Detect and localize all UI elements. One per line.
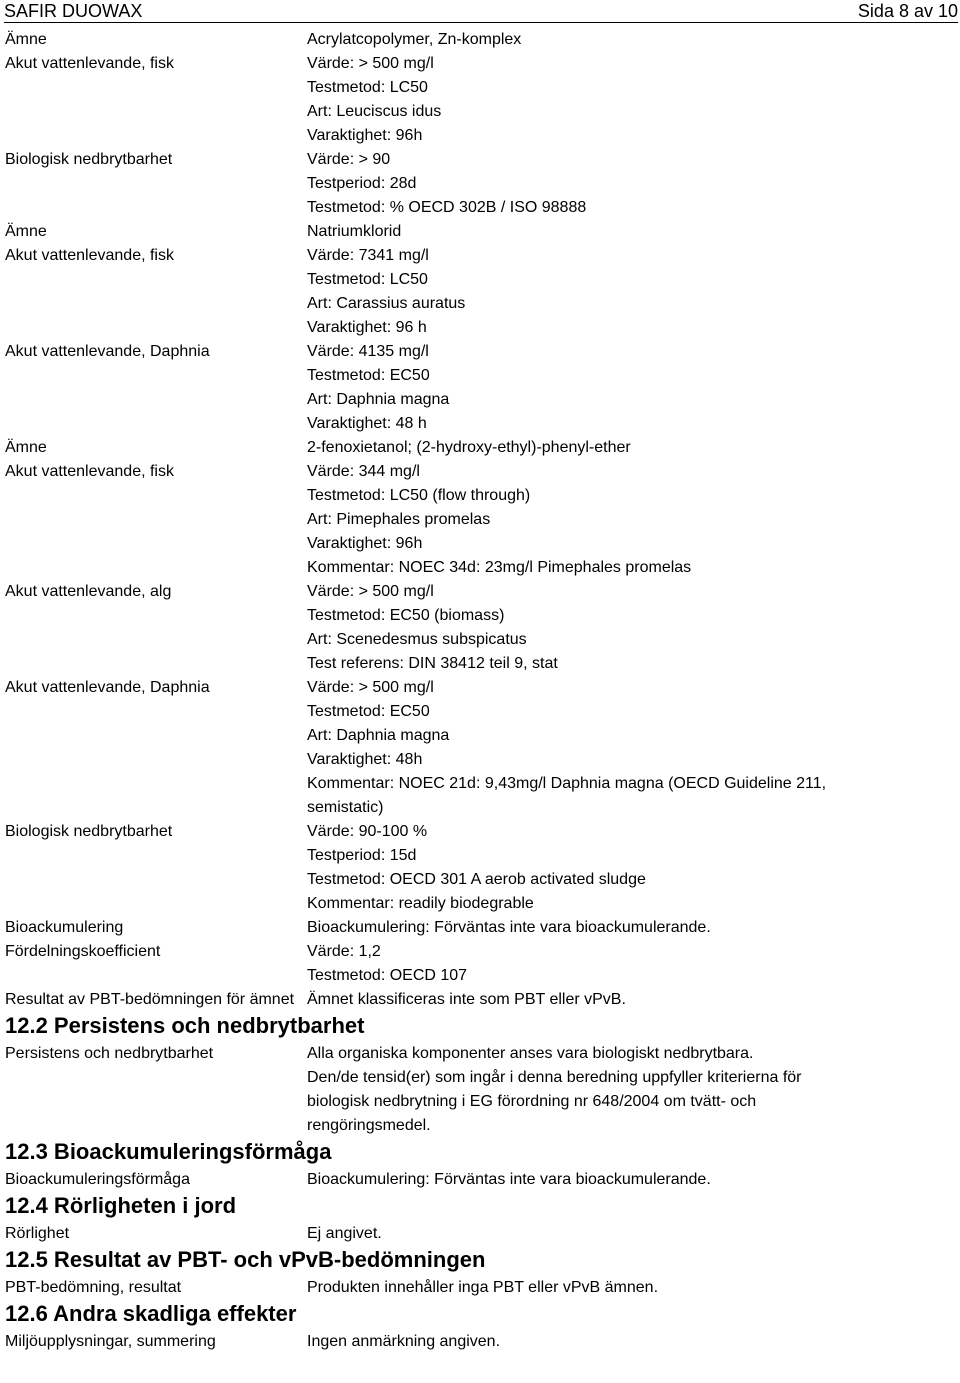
property-label: Fördelningskoefficient: [5, 943, 161, 960]
property-row: [5, 148, 955, 220]
page-header: [4, 0, 958, 23]
property-value: Testperiod: 15d: [307, 847, 417, 864]
property-value: Värde: 7341 mg/l: [307, 247, 429, 264]
property-values: [307, 1276, 955, 1300]
property-values: [307, 1330, 955, 1354]
property-value: Värde: > 500 mg/l: [307, 55, 434, 72]
property-values: [307, 940, 955, 988]
document-body: [5, 28, 955, 1354]
property-value: Art: Carassius auratus: [307, 295, 466, 312]
property-value: Ingen anmärkning angiven.: [307, 1333, 501, 1350]
property-value: semistatic): [307, 799, 384, 816]
property-value: Kommentar: NOEC 34d: 23mg/l Pimephales promelas: [307, 559, 692, 576]
property-label: Rörlighet: [5, 1225, 70, 1242]
property-row: [5, 916, 955, 940]
property-row: [5, 676, 955, 820]
property-label: Ämne: [5, 439, 47, 456]
property-row: [5, 988, 955, 1012]
property-value: Ej angivet.: [307, 1225, 382, 1242]
property-value: Alla organiska komponenter anses vara biologiskt nedbrytbara.: [307, 1045, 754, 1062]
property-values: [307, 580, 955, 676]
property-row: [5, 1042, 955, 1138]
property-value: Bioackumulering: Förväntas inte vara bioackumulerande.: [307, 919, 711, 936]
property-value: Värde: 4135 mg/l: [307, 343, 429, 360]
property-value: Ämnet klassificeras inte som PBT eller vPvB.: [307, 991, 626, 1008]
property-label: Persistens och nedbrytbarhet: [5, 1045, 214, 1062]
property-value: Bioackumulering: Förväntas inte vara bioackumulerande.: [307, 1171, 711, 1188]
property-value: Testmetod: EC50 (biomass): [307, 607, 505, 624]
property-label: Bioackumuleringsförmåga: [5, 1171, 190, 1188]
property-value: Värde: > 500 mg/l: [307, 583, 434, 600]
property-value: Testmetod: EC50: [307, 367, 430, 384]
property-values: [307, 220, 955, 244]
property-value: Värde: 90-100 %: [307, 823, 428, 840]
property-row: [5, 1330, 955, 1354]
property-row: [5, 940, 955, 988]
property-value: Testmetod: % OECD 302B / ISO 98888: [307, 199, 587, 216]
product-name: SAFIR DUOWAX: [4, 1, 143, 21]
property-value: Varaktighet: 96h: [307, 535, 423, 552]
property-row: [5, 340, 955, 436]
property-label: Akut vattenlevande, fisk: [5, 463, 174, 480]
property-values: [307, 1222, 955, 1246]
property-value: Art: Pimephales promelas: [307, 511, 491, 528]
property-value: Varaktighet: 48h: [307, 751, 423, 768]
property-row: [5, 1168, 955, 1192]
property-values: [307, 988, 955, 1012]
property-label: Biologisk nedbrytbarhet: [5, 151, 173, 168]
property-value: Testperiod: 28d: [307, 175, 417, 192]
property-value: Varaktighet: 96 h: [307, 319, 427, 336]
property-value: Värde: 1,2: [307, 943, 381, 960]
property-value: Test referens: DIN 38412 teil 9, stat: [307, 655, 558, 672]
property-row: [5, 1276, 955, 1300]
property-label: Bioackumulering: [5, 919, 124, 936]
property-value: Produkten innehåller inga PBT eller vPvB ämnen.: [307, 1279, 659, 1296]
property-value: Natriumklorid: [307, 223, 402, 240]
property-value: Kommentar: readily biodegrable: [307, 895, 534, 912]
section-heading: 12.6 Andra skadliga effekter: [5, 1301, 297, 1326]
property-value: Testmetod: LC50: [307, 79, 428, 96]
property-label: Akut vattenlevande, Daphnia: [5, 679, 210, 696]
property-value: Värde: > 90: [307, 151, 391, 168]
property-row: [5, 244, 955, 340]
property-value: Varaktighet: 48 h: [307, 415, 427, 432]
property-row: [5, 1222, 955, 1246]
property-value: Art: Leuciscus idus: [307, 103, 442, 120]
property-value: Testmetod: LC50: [307, 271, 428, 288]
property-label: Akut vattenlevande, fisk: [5, 55, 174, 72]
property-row: [5, 220, 955, 244]
property-label: Ämne: [5, 31, 47, 48]
property-label: Ämne: [5, 223, 47, 240]
property-value: Art: Scenedesmus subspicatus: [307, 631, 527, 648]
property-value: Testmetod: OECD 107: [307, 967, 468, 984]
property-row: [5, 580, 955, 676]
section-heading: 12.3 Bioackumuleringsförmåga: [5, 1139, 332, 1164]
property-row: [5, 820, 955, 916]
property-label: Akut vattenlevande, fisk: [5, 247, 174, 264]
property-value: 2-fenoxietanol; (2-hydroxy-ethyl)-phenyl-ether: [307, 439, 631, 456]
property-value: Kommentar: NOEC 21d: 9,43mg/l Daphnia magna (OECD Guideline 211,: [307, 775, 827, 792]
property-row: [5, 460, 955, 580]
property-value: Testmetod: OECD 301 A aerob activated sludge: [307, 871, 646, 888]
property-value: Värde: > 500 mg/l: [307, 679, 434, 696]
property-label: Akut vattenlevande, Daphnia: [5, 343, 210, 360]
property-values: [307, 436, 955, 460]
property-value: rengöringsmedel.: [307, 1117, 431, 1134]
property-label: PBT-bedömning, resultat: [5, 1279, 182, 1296]
property-label: Miljöupplysningar, summering: [5, 1333, 216, 1350]
section-heading: 12.4 Rörligheten i jord: [5, 1193, 237, 1218]
section-heading: 12.5 Resultat av PBT- och vPvB-bedömningen: [5, 1247, 486, 1272]
property-value: Testmetod: EC50: [307, 703, 430, 720]
property-row: [5, 436, 955, 460]
property-row: [5, 52, 955, 148]
property-values: [307, 460, 955, 580]
property-value: biologisk nedbrytning i EG förordning nr 648/2004 om tvätt- och: [307, 1093, 757, 1110]
property-label: Resultat av PBT-bedömningen för ämnet: [5, 991, 295, 1008]
property-values: [307, 916, 955, 940]
property-value: Den/de tensid(er) som ingår i denna beredning uppfyller kriterierna för: [307, 1069, 802, 1086]
property-values: [307, 244, 955, 340]
property-values: [307, 340, 955, 436]
page-number: Sida 8 av 10: [857, 1, 958, 21]
property-label: Biologisk nedbrytbarhet: [5, 823, 173, 840]
section-heading: 12.2 Persistens och nedbrytbarhet: [5, 1013, 365, 1038]
property-value: Art: Daphnia magna: [307, 391, 450, 408]
property-values: [307, 28, 955, 52]
property-value: Varaktighet: 96h: [307, 127, 423, 144]
property-values: [307, 676, 955, 820]
property-values: [307, 148, 955, 220]
property-value: Acrylatcopolymer, Zn-komplex: [307, 31, 522, 48]
property-value: Art: Daphnia magna: [307, 727, 450, 744]
property-values: [307, 820, 955, 916]
property-values: [307, 52, 955, 148]
property-values: [307, 1042, 955, 1138]
property-value: Testmetod: LC50 (flow through): [307, 487, 531, 504]
property-label: Akut vattenlevande, alg: [5, 583, 172, 600]
property-values: [307, 1168, 955, 1192]
property-row: [5, 28, 955, 52]
property-value: Värde: 344 mg/l: [307, 463, 420, 480]
